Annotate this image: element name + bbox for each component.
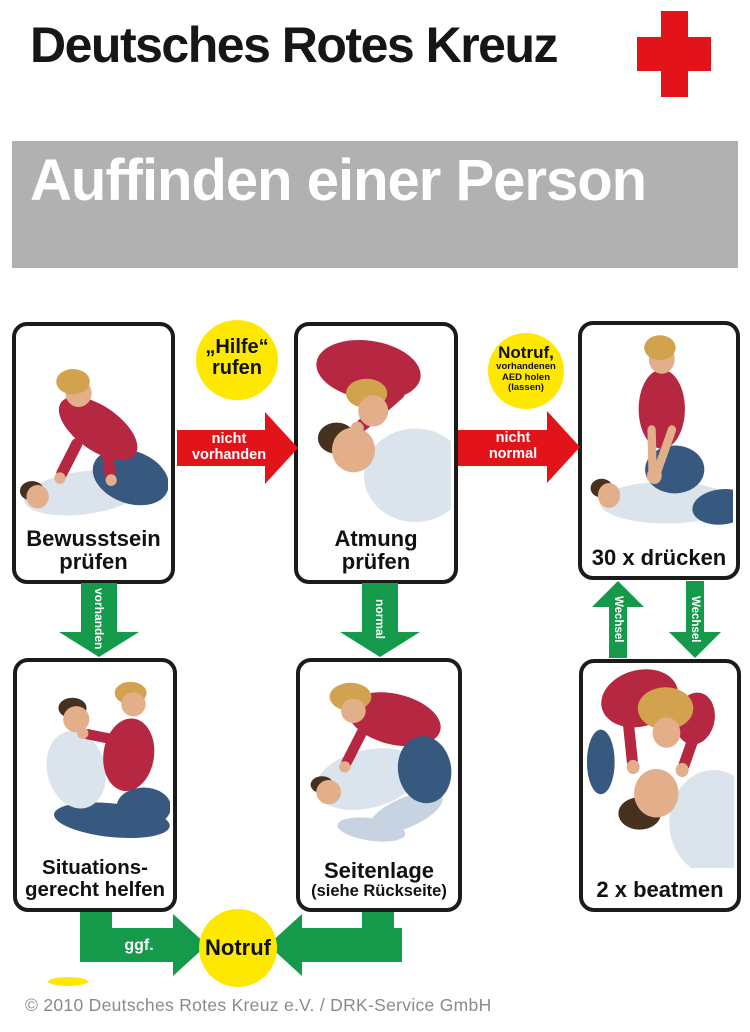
step-box-atmung	[294, 322, 458, 584]
chest-compressions-photo	[585, 328, 733, 536]
step-caption: 2 x beatmen	[596, 877, 724, 902]
situational-help-photo	[20, 665, 170, 852]
step-box-situation	[13, 658, 177, 912]
arrow-nicht-vorhanden-label: nicht vorhanden	[191, 431, 267, 463]
recovery-position-photo	[303, 665, 455, 852]
arrow-nicht-normal-label: nicht normal	[488, 430, 538, 462]
step-box-druecken	[578, 321, 740, 580]
arrow-vorhanden-label: vorhanden	[92, 588, 106, 650]
red-cross-horizontal-bar	[637, 37, 711, 71]
step-box-beatmen	[579, 659, 741, 912]
org-title: Deutsches Rotes Kreuz	[30, 17, 557, 73]
arrow-seitenlage-to-notruf	[268, 912, 402, 978]
red-cross-icon	[637, 11, 711, 97]
step-caption: Seitenlage (siehe Rückseite)	[311, 858, 447, 900]
title-banner	[12, 141, 738, 268]
arrow-wechsel-down-label: Wechsel	[689, 596, 701, 643]
arrow-ggf-label: ggf.	[124, 937, 154, 954]
step-caption: 30 x drücken	[591, 545, 727, 570]
yellow-smudge	[48, 977, 88, 986]
copyright-line: © 2010 Deutsches Rotes Kreuz e.V. / DRK-Service GmbH	[25, 995, 492, 1015]
bubble-notruf-aed: Notruf, vorhandenen AED holen (lassen)	[488, 333, 564, 409]
bubble-hilfe-rufen: „Hilfe“ rufen	[196, 320, 278, 400]
step-caption: Situations- gerecht helfen	[24, 856, 166, 901]
breathing-check-photo	[301, 329, 451, 524]
step-box-seitenlage	[296, 658, 462, 912]
arrow-normal-label: normal	[373, 598, 387, 639]
rescue-breaths-photo	[586, 666, 734, 868]
step-caption: Bewusstsein prüfen	[26, 526, 161, 574]
step-caption: Atmung prüfen	[334, 526, 418, 574]
consciousness-check-photo	[19, 329, 168, 524]
bubble-notruf: Notruf	[199, 909, 277, 987]
step-box-bewusstsein	[12, 322, 175, 584]
arrow-wechsel-up-label: Wechsel	[612, 596, 624, 643]
page-title: Auffinden einer Person	[30, 148, 647, 213]
